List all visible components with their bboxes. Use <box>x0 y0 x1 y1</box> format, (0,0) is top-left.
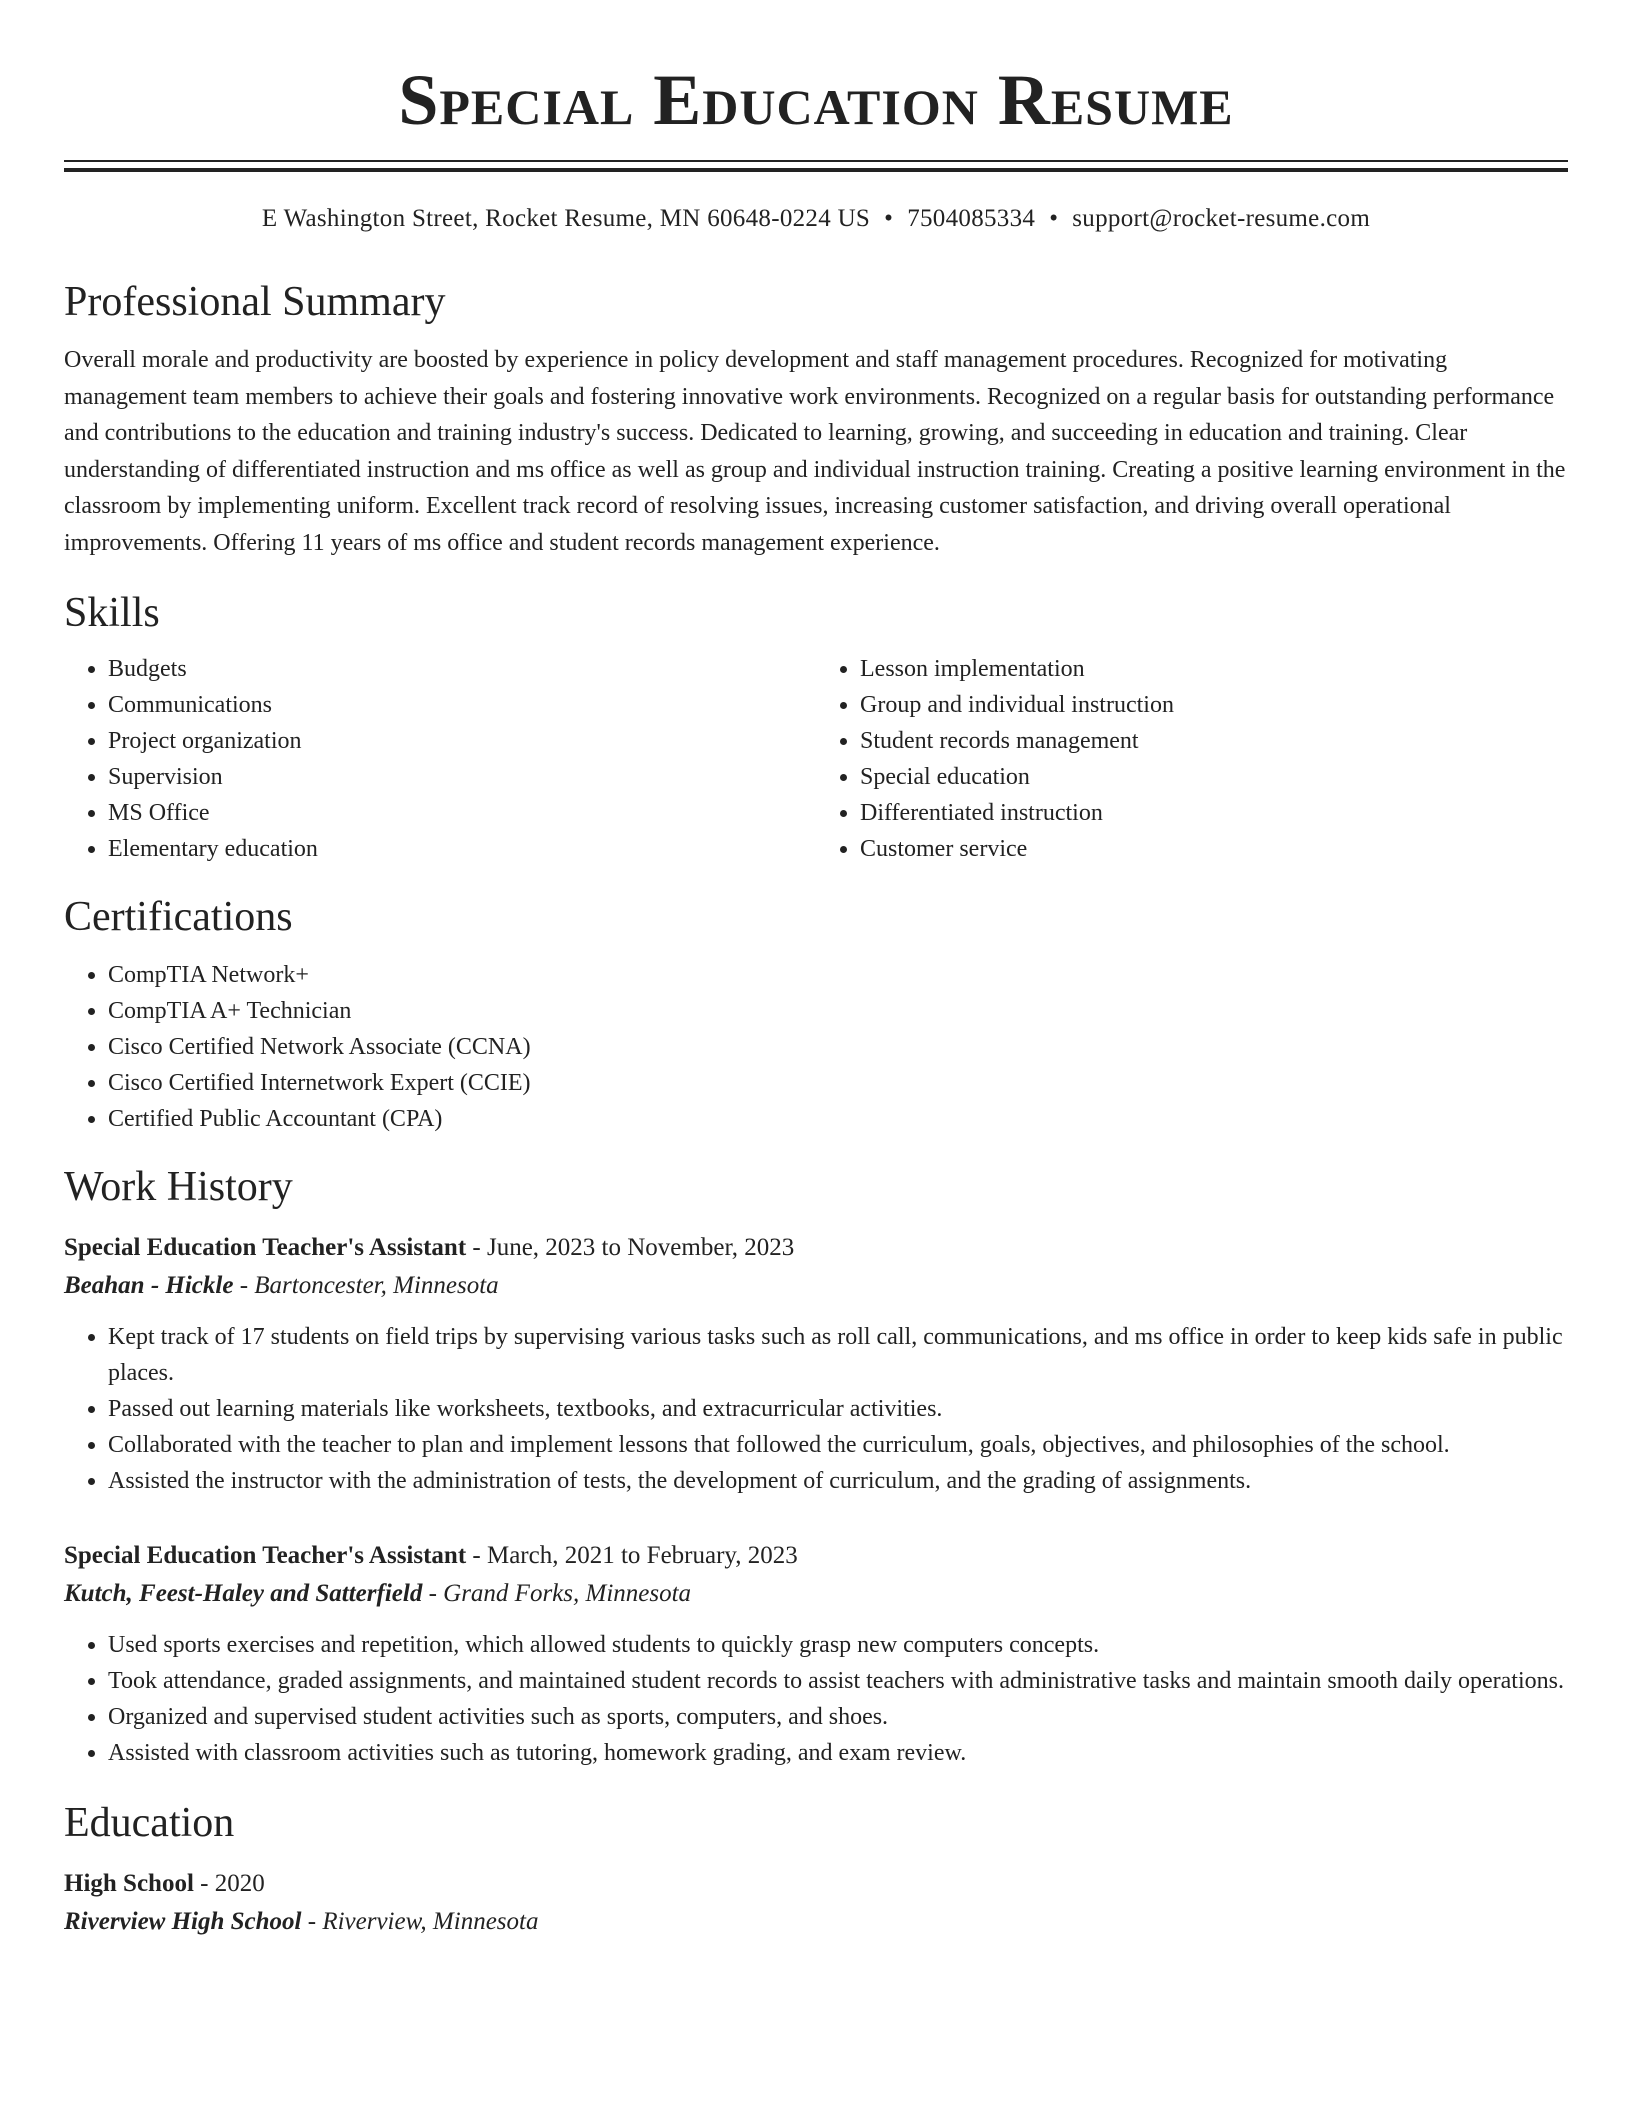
section-title-work-history: Work History <box>64 1164 293 1210</box>
job-bullet: • Assisted the instructor with the administration of tests, the development of curriculum, and the grading of assignments. <box>108 1463 1568 1499</box>
section-title-skills: Skills <box>64 590 160 636</box>
job-bullet: • Took attendance, graded assignments, and maintained student records to assist teachers with administrative tasks and maintain smooth daily operations. <box>108 1663 1568 1699</box>
job-bullet: • Used sports exercises and repetition, which allowed students to quickly grasp new computers concepts. <box>108 1627 1568 1663</box>
skill-item: • Student records management <box>860 723 1568 759</box>
contact-address: E Washington Street, Rocket Resume, MN 60648-0224 US <box>261 205 871 232</box>
job-company: Beahan - Hickle <box>64 1272 234 1299</box>
education-school: Riverview High School <box>64 1908 302 1935</box>
job-bullets <box>64 1627 1568 1771</box>
skill-item: • Elementary education <box>108 831 816 867</box>
skill-item: • MS Office <box>108 795 816 831</box>
skill-item: • Supervision <box>108 759 816 795</box>
education-entry <box>64 1865 1568 1941</box>
job-bullet: • Passed out learning materials like worksheets, textbooks, and extracurricular activities. <box>108 1391 1568 1427</box>
job-bullet: • Kept track of 17 students on field trips by supervising various tasks such as roll call, communications, and ms office in order to keep kids safe in public places. <box>108 1319 1568 1391</box>
summary-text: Overall morale and productivity are boosted by experience in policy development and staff management procedures. Recognized for motivating management team members to achieve their goals and fostering innovative work environments. Recognized on a regular basis for outstanding performance and contributions to the education and training industry's success. Dedicated to learning, growing, and succeeding in education and training. Clear understanding of differentiated instruction and ms office as well as group and individual instruction training. Creating a positive learning environment in the classroom by implementing uniform. Excellent track record of resolving issues, increasing customer satisfaction, and driving overall operational improvements. Offering 11 years of ms office and student records management experience. <box>64 347 1566 556</box>
job-bullet: • Assisted with classroom activities such as tutoring, homework grading, and exam review. <box>108 1735 1568 1771</box>
education-year: - 2020 <box>193 1870 265 1897</box>
contact-phone: 7504085334 <box>907 205 1036 232</box>
resume-title: Special Education Resume <box>398 60 1234 140</box>
job-entry <box>64 1229 1568 1499</box>
job-company: Kutch, Feest-Haley and Satterfield <box>64 1580 423 1607</box>
education-school-line <box>64 1903 1568 1941</box>
education-degree: High School <box>64 1870 194 1897</box>
skills-list <box>64 651 1568 867</box>
certification-item: • Certified Public Accountant (CPA) <box>108 1101 1568 1137</box>
job-employer <box>64 1267 1568 1305</box>
skill-item: • Group and individual instruction <box>860 687 1568 723</box>
certifications-list <box>64 957 1568 1137</box>
title-divider <box>64 160 1568 172</box>
job-dates: - June, 2023 to November, 2023 <box>466 1234 795 1261</box>
job-header <box>64 1537 1568 1575</box>
certification-item: • CompTIA Network+ <box>108 957 1568 993</box>
skill-item: • Customer service <box>860 831 1568 867</box>
job-employer <box>64 1575 1568 1613</box>
job-bullet: • Collaborated with the teacher to plan and implement lessons that followed the curriculum, goals, objectives, and philosophies of the school. <box>108 1427 1568 1463</box>
job-location: - Bartoncester, Minnesota <box>233 1272 499 1299</box>
job-entry <box>64 1537 1568 1771</box>
education-header <box>64 1865 1568 1903</box>
skill-item: • Budgets <box>108 651 816 687</box>
certification-item: • CompTIA A+ Technician <box>108 993 1568 1029</box>
skill-item: • Lesson implementation <box>860 651 1568 687</box>
contact-email[interactable]: support@rocket-resume.com <box>1072 205 1371 232</box>
job-bullets <box>64 1319 1568 1499</box>
contact-separator: • <box>884 205 894 232</box>
section-title-education: Education <box>64 1800 235 1846</box>
section-title-certifications: Certifications <box>64 894 293 940</box>
education-location: - Riverview, Minnesota <box>301 1908 539 1935</box>
skills-column-left <box>64 651 816 867</box>
contact-line <box>64 202 1568 236</box>
job-bullet: • Organized and supervised student activities such as sports, computers, and shoes. <box>108 1699 1568 1735</box>
certification-item: • Cisco Certified Internetwork Expert (CCIE) <box>108 1065 1568 1101</box>
skill-item: • Differentiated instruction <box>860 795 1568 831</box>
skill-item: • Special education <box>860 759 1568 795</box>
certification-item: • Cisco Certified Network Associate (CCNA) <box>108 1029 1568 1065</box>
skills-column-right <box>816 651 1568 867</box>
contact-separator: • <box>1049 205 1059 232</box>
section-title-summary: Professional Summary <box>64 279 446 325</box>
skill-item: • Project organization <box>108 723 816 759</box>
skill-item: • Communications <box>108 687 816 723</box>
job-location: - Grand Forks, Minnesota <box>422 1580 692 1607</box>
job-role: Special Education Teacher's Assistant <box>64 1234 467 1261</box>
job-dates: - March, 2021 to February, 2023 <box>466 1542 798 1569</box>
job-header <box>64 1229 1568 1267</box>
job-role: Special Education Teacher's Assistant <box>64 1542 467 1569</box>
